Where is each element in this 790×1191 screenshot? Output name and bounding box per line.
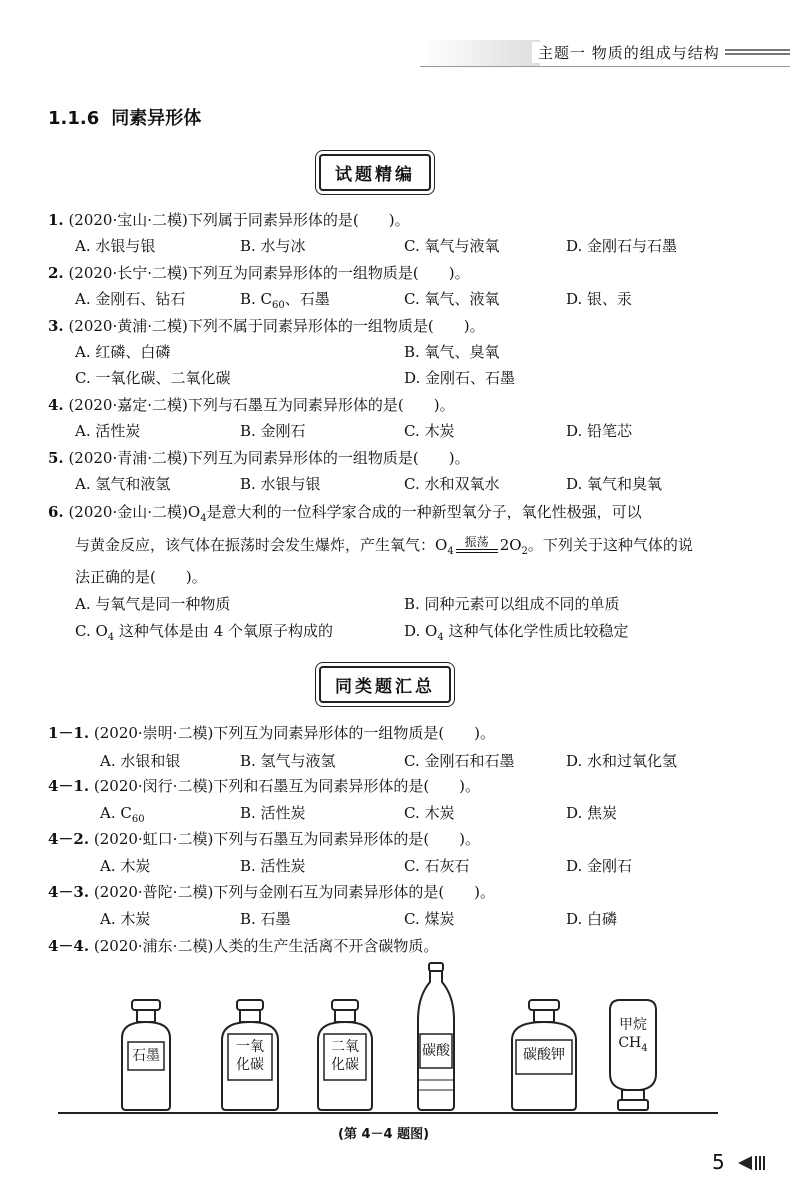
question-source: (2020·金山·二模) xyxy=(68,503,188,521)
option-d: D. 白磷 xyxy=(566,910,618,928)
bottle-label: 石墨 xyxy=(132,1048,160,1064)
option-a: A. 金刚石、钻石 xyxy=(75,290,186,308)
option-d xyxy=(404,621,628,648)
option-c: C. 木炭 xyxy=(404,804,455,822)
question-source: (2020·嘉定·二模) xyxy=(68,396,188,414)
running-header xyxy=(420,40,790,66)
option-text: B. C xyxy=(240,290,273,308)
question-number: 2. xyxy=(48,264,64,282)
subscript: 60 xyxy=(131,814,145,825)
option-text: C. O xyxy=(75,622,108,640)
option-b: B. 活性炭 xyxy=(240,857,306,875)
label-text: CH xyxy=(618,1035,642,1051)
bottle-label xyxy=(610,1016,656,1058)
question-number: 4－1. xyxy=(48,777,90,795)
option-c: C. 水和双氧水 xyxy=(404,475,500,493)
question-stem: 下列和石墨互为同素异形体的是( )。 xyxy=(213,777,481,795)
question-2 xyxy=(48,263,470,283)
header-stripes xyxy=(725,49,790,57)
question-source: (2020·崇明·二模) xyxy=(93,724,214,742)
question-stem: 人类的生产生活离不开含碳物质。 xyxy=(213,937,439,955)
bottle-label xyxy=(324,1038,366,1074)
question-stem: 下列互为同素异形体的一组物质是( )。 xyxy=(187,449,470,467)
question-number: 4－3. xyxy=(48,883,90,901)
question-source: (2020·普陀·二模) xyxy=(93,883,214,901)
subscript: 4 xyxy=(200,513,207,524)
question-source: (2020·闵行·二模) xyxy=(93,777,214,795)
bottle-label xyxy=(228,1038,272,1074)
label-line: 一氧 xyxy=(236,1039,264,1055)
option-c: C. 石灰石 xyxy=(404,857,470,875)
option-a xyxy=(100,803,145,830)
option-text: D. O xyxy=(404,622,438,640)
question-source: (2020·宝山·二模) xyxy=(68,211,188,229)
option-b: B. 同种元素可以组成不同的单质 xyxy=(404,595,620,613)
question-5 xyxy=(48,448,470,468)
label-line: 化碳 xyxy=(331,1057,359,1073)
subscript: 4 xyxy=(437,632,444,643)
header-rule xyxy=(420,66,790,67)
header-title: 主题一 物质的组成与结构 xyxy=(532,42,726,63)
question-source: (2020·虹口·二模) xyxy=(93,830,214,848)
option-d: D. 金刚石、石墨 xyxy=(404,369,516,387)
subscript: 4 xyxy=(107,632,115,643)
option-b: B. 活性炭 xyxy=(240,804,306,822)
option-d: D. 水和过氧化氢 xyxy=(566,752,678,770)
question-stem: 下列与石墨互为同素异形体的是( )。 xyxy=(213,830,481,848)
question-1 xyxy=(48,210,410,230)
question-3 xyxy=(48,316,485,336)
option-c: C. 氧气、液氧 xyxy=(404,290,500,308)
option-a: A. 氢气和液氢 xyxy=(75,475,171,493)
section-number: 1.1.6 xyxy=(48,108,100,129)
question-number: 3. xyxy=(48,317,64,335)
question-stem: 下列互为同素异形体的一组物质是( )。 xyxy=(213,724,496,742)
option-a: A. 水银与银 xyxy=(75,237,156,255)
option-text: A. C xyxy=(100,804,132,822)
option-a: A. 木炭 xyxy=(100,910,151,928)
option-a: A. 活性炭 xyxy=(75,422,141,440)
option-b: B. 水与冰 xyxy=(240,237,306,255)
option-d: D. 银、汞 xyxy=(566,290,633,308)
section-name: 同素异形体 xyxy=(111,108,202,129)
similar-question-4-2 xyxy=(48,829,480,849)
question-text: 。下列关于这种气体的说 xyxy=(527,536,693,554)
shelf-line xyxy=(58,1112,718,1114)
bottle-label: 碳酸钾 xyxy=(523,1047,565,1063)
question-4 xyxy=(48,395,455,415)
option-d: D. 金刚石 xyxy=(566,857,633,875)
label-line xyxy=(610,1034,656,1058)
question-source: (2020·青浦·二模) xyxy=(68,449,188,467)
question-stem: 下列互为同素异形体的一组物质是( )。 xyxy=(187,264,470,282)
similar-question-1-1 xyxy=(48,723,495,743)
label-line: 化碳 xyxy=(236,1057,264,1073)
option-a: A. 水银和银 xyxy=(100,752,181,770)
page-mark-icon xyxy=(738,1154,768,1172)
bottles-figure xyxy=(0,960,790,1120)
question-number: 5. xyxy=(48,449,64,467)
similar-question-4-1 xyxy=(48,776,480,796)
question-text: 与黄金反应，该气体在振荡时会发生爆炸，产生氧气：O xyxy=(75,536,448,554)
option-tail: 、石墨 xyxy=(284,290,330,308)
option-b: B. 氧气、臭氧 xyxy=(404,343,500,361)
option-tail: 这种气体化学性质比较稳定 xyxy=(443,622,629,640)
option-d: D. 金刚石与石墨 xyxy=(566,237,678,255)
option-c: C. 金刚石和石墨 xyxy=(404,752,515,770)
option-d: D. 氧气和臭氧 xyxy=(566,475,663,493)
header-fade xyxy=(420,40,540,66)
reaction-arrow xyxy=(456,536,498,556)
question-stem: O xyxy=(187,503,201,521)
question-stem-cont: 是意大利的一位科学家合成的一种新型氧分子，氧化性极强，可以 xyxy=(206,503,642,521)
option-b xyxy=(240,289,330,316)
question-number: 4－2. xyxy=(48,830,90,848)
option-c: C. 木炭 xyxy=(404,422,455,440)
similar-frame: 同类题汇总 xyxy=(319,666,451,703)
figure-caption: (第 4－4 题图) xyxy=(338,1127,430,1142)
practice-frame: 试题精编 xyxy=(319,154,431,191)
label-line: 二氧 xyxy=(331,1039,359,1055)
section-title xyxy=(48,104,201,130)
arrow-condition: 振荡 xyxy=(464,535,489,549)
question-number: 4. xyxy=(48,396,64,414)
bottle-label: 碳酸 xyxy=(422,1043,450,1059)
subscript: 2 xyxy=(521,546,528,557)
option-a: A. 红磷、白磷 xyxy=(75,343,171,361)
question-6-line2 xyxy=(75,535,693,562)
question-source: (2020·黄浦·二模) xyxy=(68,317,188,335)
option-c xyxy=(75,621,333,648)
option-c: C. 煤炭 xyxy=(404,910,455,928)
question-stem: 下列与石墨互为同素异形体的是( )。 xyxy=(187,396,455,414)
bottle-carbonic-acid xyxy=(418,963,454,1110)
question-number: 6. xyxy=(48,503,64,521)
option-a: A. 与氧气是同一种物质 xyxy=(75,595,231,613)
question-stem: 下列不属于同素异形体的一组物质是( )。 xyxy=(187,317,485,335)
question-number: 4－4. xyxy=(48,937,90,955)
question-source: (2020·浦东·二模) xyxy=(93,937,214,955)
question-number: 1. xyxy=(48,211,64,229)
option-tail: 这种气体是由 4 个氧原子构成的 xyxy=(114,622,334,640)
question-6-line3: 法正确的是( )。 xyxy=(75,568,207,586)
option-c: C. 氧气与液氧 xyxy=(404,237,500,255)
question-6 xyxy=(48,502,642,529)
similar-question-4-4 xyxy=(48,936,438,956)
question-stem: 下列与金刚石互为同素异形体的是( )。 xyxy=(213,883,496,901)
label-line: 甲烷 xyxy=(619,1017,647,1033)
subscript: 4 xyxy=(447,546,454,557)
question-stem: 下列属于同素异形体的是( )。 xyxy=(187,211,410,229)
option-d: D. 焦炭 xyxy=(566,804,618,822)
option-b: B. 金刚石 xyxy=(240,422,306,440)
option-c: C. 一氧化碳、二氧化碳 xyxy=(75,369,231,387)
subscript: 4 xyxy=(641,1042,648,1054)
question-number: 1－1. xyxy=(48,724,90,742)
subscript: 60 xyxy=(272,300,285,311)
similar-question-4-3 xyxy=(48,882,495,902)
page-number: 5 xyxy=(712,1150,725,1174)
question-text: 2O xyxy=(499,536,522,554)
option-b: B. 石墨 xyxy=(240,910,291,928)
question-source: (2020·长宁·二模) xyxy=(68,264,188,282)
option-d: D. 铅笔芯 xyxy=(566,422,633,440)
option-b: B. 氢气与液氢 xyxy=(240,752,336,770)
option-a: A. 木炭 xyxy=(100,857,151,875)
option-b: B. 水银与银 xyxy=(240,475,321,493)
